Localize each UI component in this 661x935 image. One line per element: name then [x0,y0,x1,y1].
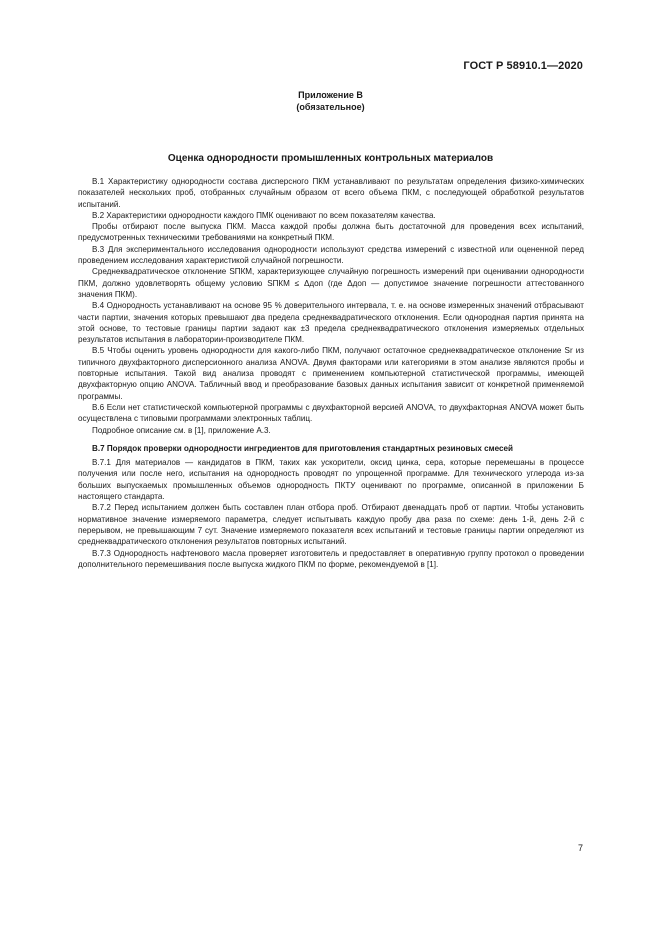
subsection-title: В.7 Порядок проверки однородности ингредиентов для приготовления стандартных резиновых смесей [92,443,513,453]
page-number: 7 [577,843,583,853]
paragraph-b6: В.6 Если нет статистической компьютерной программы с двухфакторной версией ANOVA, то двухфакторная ANOVA может быть осуществлена с типовыми программами электронных таблиц. [78,402,584,424]
standard-code: ГОСТ Р 58910.1—2020 [463,60,583,72]
paragraph-b6-reference: Подробное описание см. в [1], приложение А.3. [92,425,271,435]
document-body [78,176,584,570]
appendix-heading [0,89,661,113]
paragraph-b1: В.1 Характеристику однородности состава дисперсного ПКМ устанавливают по результатам определения физико-химических показателей нескольких проб, отобранных случайным образом от всего объема ПКМ, с последующей обработкой результатов испытаний. [78,177,584,209]
paragraph-b4: В.4 Однородность устанавливают на основе 95 % доверительного интервала, т. е. на основе измеренных значений отбрасывают части партии, значения которых превышают два предела среднеквадратического отклонения. Если однородная партия принята на этой основе, то тестовые границы партии задают как ±3 предела среднеквадратического отклонения измеряемых отдельных результатов испытания в лаборатории-производителе ПКМ. [78,301,584,345]
paragraph-b3: В.3 Для экспериментального исследования однородности используют средства измерений с известной или оцененной перед проведением исследования характеристикой случайной погрешности. [78,244,584,266]
paragraph-b3-deviation: Среднеквадратическое отклонение SПКМ, характеризующее случайную погрешность измерений при оценивании однородности ПКМ, должно удовлетворять общему условию SПКМ ≤ Δдоп (где Δдоп — допустимое значение погрешности аттестованного значения ПКМ). [78,267,584,299]
paragraph-b7-3: В.7.3 Однородность нафтенового масла проверяет изготовитель и предоставляет в оперативную группу протокол о проведении дополнительного перемешивания после выпуска жидкого ПКМ по форме, рекомендуемой в [1]. [78,548,584,569]
paragraph-b2-samples: Пробы отбирают после выпуска ПКМ. Масса каждой пробы должна быть достаточной для проведения всех испытаний, предусмотренных техническими требованиями на конкретный ПКМ. [78,222,584,243]
paragraph-b5: В.5 Чтобы оценить уровень однородности для какого-либо ПКМ, получают остаточное среднеквадратическое отклонение Sr из типичного двухфакторного дисперсионного анализа ANOVA. Двумя факторами или категориями в этом анализе являются пробы и повторные испытания. Такой вид анализа проводят с применением компьютерной статистической программы, имеющей двухфакторную опцию ANOVA. Табличный ввод и преобразование базовых данных испытания зависит от конкретной применяемой программы. [78,346,584,401]
paragraph-b7-2: В.7.2 Перед испытанием должен быть составлен план отбора проб. Отбирают двенадцать проб от партии. Чтобы установить нормативное значение измеряемого параметра, следует испытывать каждую пробу два раза по схеме: день 1-й, день 2-й с перерывом, не превышающим 7 сут. Значение измеряемого показателя всех испытаний и тестовые границы партии определяют из среднеквадратического отклонения результатов повторных испытаний. [78,503,584,547]
appendix-title: Приложение В [298,90,363,100]
section-title: Оценка однородности промышленных контрольных материалов [167,153,494,164]
appendix-status: (обязательное) [296,102,365,112]
paragraph-b7-1: В.7.1 Для материалов — кандидатов в ПКМ, таких как ускорители, оксид цинка, сера, которые перемешаны в процессе получения или после него, испытания на однородность проводят по упрощенной программе. Для технического углерода из-за больших выпускаемых промышленных объемов однородность ПКТУ оценивают по программе, описанной в приложении Б настоящего стандарта. [78,458,584,502]
paragraph-b2: В.2 Характеристики однородности каждого ПМК оценивают по всем показателям качества. [92,210,436,220]
